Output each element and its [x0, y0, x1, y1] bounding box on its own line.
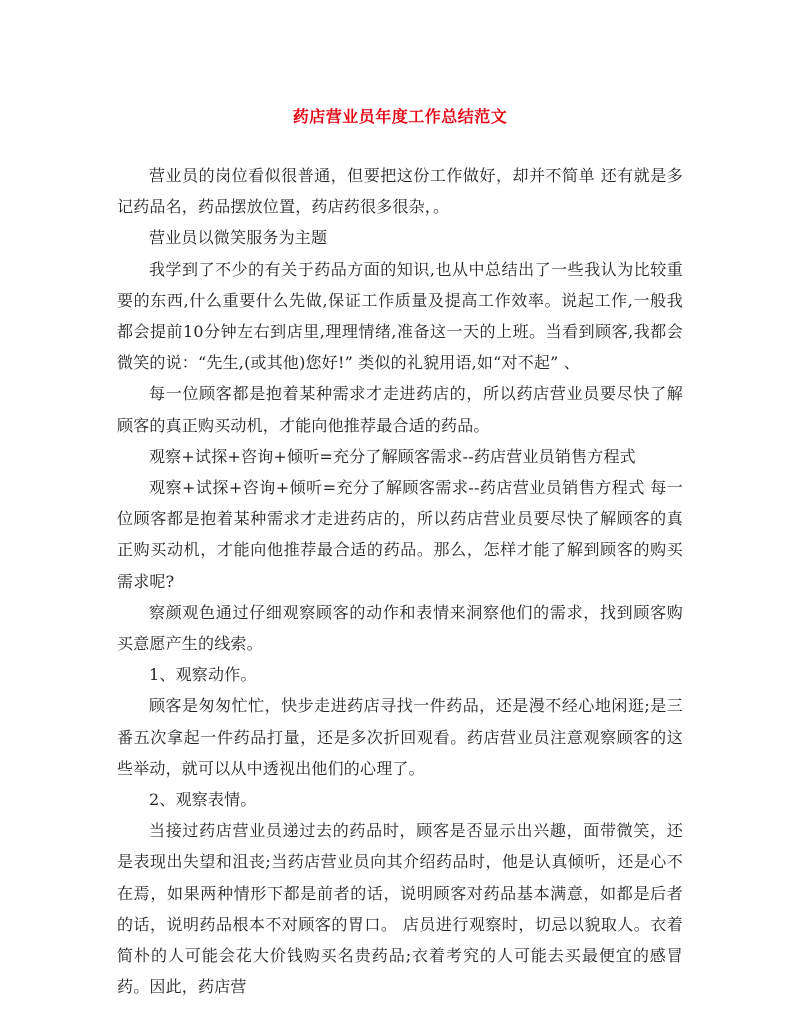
heading-observe-actions: 1、观察动作。	[149, 665, 257, 685]
paragraph-formula-detail: 观察+试探+咨询+倾听=充分了解顾客需求--药店营业员销售方程式 每一位顾客都是抱着某种需求才走进药店的，所以药店营业员要尽快了解顾客的真正购买动机，才能向他推荐最合适的药品。那么，怎样才能了解到顾客的购买需求呢?	[117, 478, 683, 591]
paragraph-actions: 顾客是匆匆忙忙，快步走进药店寻找一件药品，还是漫不经心地闲逛;是三番五次拿起一件药品打量，还是多次折回观看。药店营业员注意观察顾客的这些举动，就可以从中透视出他们的心理了。	[117, 696, 683, 778]
paragraph-smile-service: 营业员以微笑服务为主题	[149, 228, 328, 248]
document-body	[117, 160, 683, 1002]
heading-observe-expressions: 2、观察表情。	[149, 790, 257, 810]
paragraph-expressions: 当接过药店营业员递过去的药品时，顾客是否显示出兴趣，面带微笑，还是表现出失望和沮丧;当药店营业员向其介绍药品时，他是认真倾听，还是心不在焉，如果两种情形下都是前者的话，说明顾客对药品基本满意，如都是后者的话，说明药品根本不对顾客的胃口。 店员进行观察时，切忌以貌取人。衣着简朴的人可能会花大价钱购买名贵药品;衣着考究的人可能去买最便宜的感冒药。因此，药店营	[117, 821, 683, 997]
paragraph-formula: 观察+试探+咨询+倾听=充分了解顾客需求--药店营业员销售方程式	[149, 446, 636, 466]
paragraph-learning: 我学到了不少的有关于药品方面的知识,也从中总结出了一些我认为比较重要的东西,什么重要什么先做,保证工作质量及提高工作效率。说起工作,一般我都会提前10分钟左右到店里,理理情绪,准备这一天的上班。当看到顾客,我都会微笑的说：“先生,(或其他)您好!” 类似的礼貌用语,如“对不起” 、	[117, 259, 683, 373]
paragraph-observe: 察颜观色通过仔细观察顾客的动作和表情来洞察他们的需求，找到顾客购买意愿产生的线索。	[117, 602, 683, 654]
paragraph-customer-needs: 每一位顾客都是抱着某种需求才走进药店的，所以药店营业员要尽快了解顾客的真正购买动机，才能向他推荐最合适的药品。	[117, 384, 683, 435]
document-title: 药店营业员年度工作总结范文	[292, 107, 508, 126]
paragraph-intro: 营业员的岗位看似很普通，但要把这份工作做好，却并不简单 还有就是多记药品名，药品摆放位置，药店药很多很杂，。	[117, 166, 683, 217]
